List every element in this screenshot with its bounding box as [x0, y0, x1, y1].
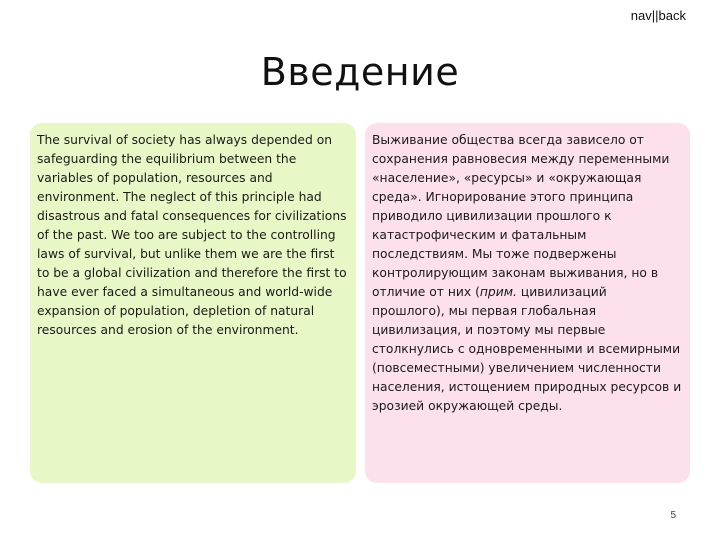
back-link[interactable]: back [658, 8, 686, 23]
page-number: 5 [670, 510, 676, 521]
russian-text-italic-note: прим. [479, 285, 517, 299]
english-text-panel [30, 123, 356, 483]
nav-links [631, 8, 686, 23]
nav-link[interactable]: nav [630, 8, 652, 23]
russian-text-part2: цивилизаций прошлого), мы первая глобальная цивилизация, и поэтому мы первые столкнулись с одновременными и всемирными (повсеместными) увеличением численности населения, истощением природных ресурсов и эрозией окружающей среды. [372, 285, 682, 413]
slide-title: Введение [260, 50, 460, 94]
russian-paragraph [372, 131, 682, 416]
russian-text-panel [365, 123, 690, 483]
english-paragraph: The survival of society has always depended on safeguarding the equilibrium between the variables of population, resources and environment. The neglect of this principle had disastrous and fatal consequences for civilizations of the past. We too are subject to the controlling laws of survival, but unlike them we are the first to be a global civilization and therefore the first to have ever faced a simultaneous and world-wide expansion of population, depletion of natural resources and erosion of the environment. [37, 133, 347, 337]
russian-text-part1: Выживание общества всегда зависело от сохранения равновесия между переменными «население», «ресурсы» и «окружающая среда». Игнорирование этого принципа приводило цивилизации прошлого к катастрофическим и фатальным последствиям. Мы тоже подвержены контролирующим законам выживания, но в отличие от них ( [372, 133, 670, 299]
nav-separator: || [651, 8, 659, 23]
